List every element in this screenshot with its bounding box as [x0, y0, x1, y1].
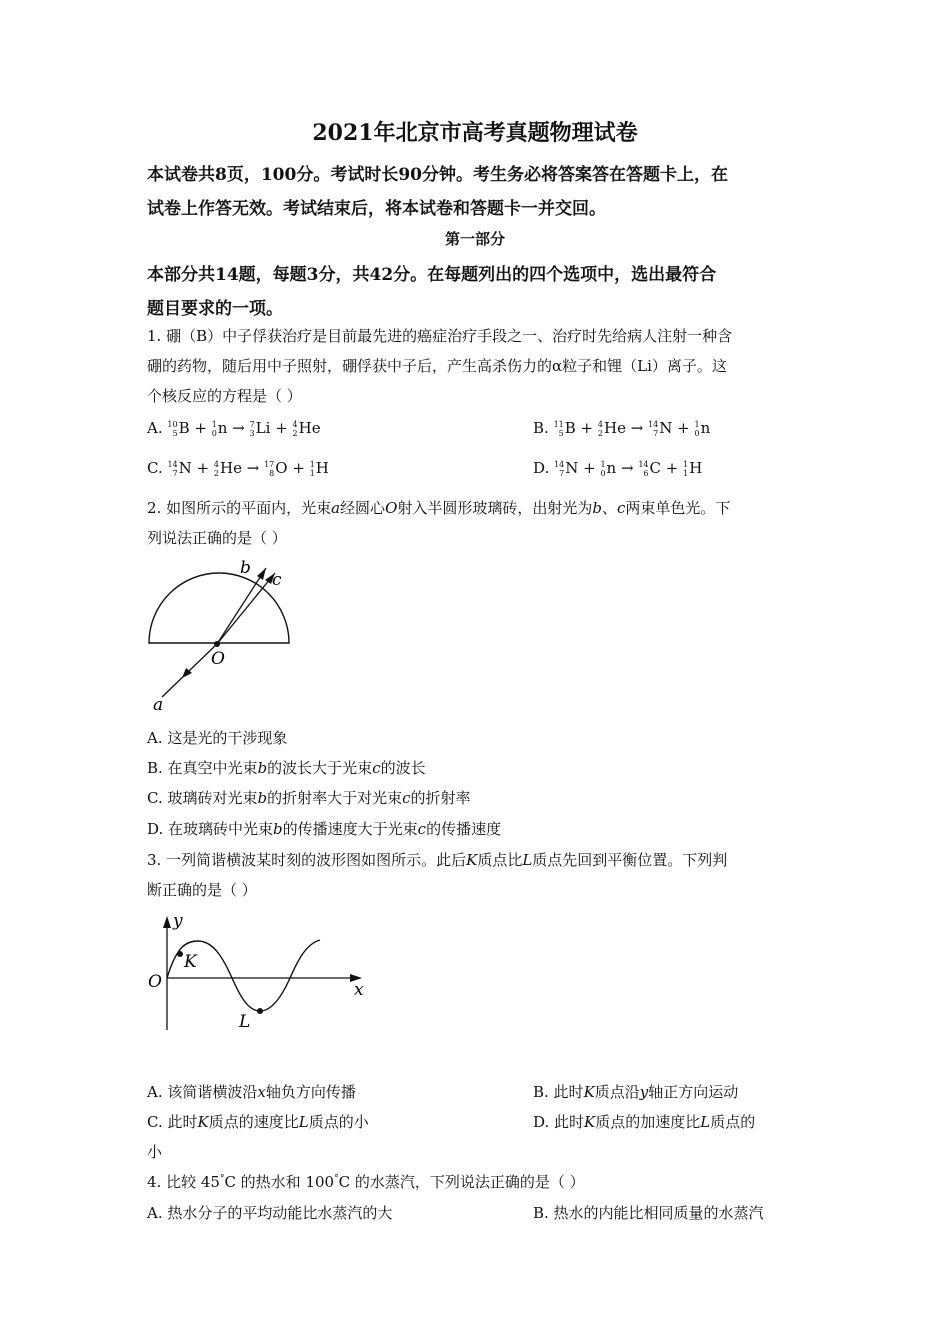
degree-symbol: °	[219, 1174, 225, 1184]
mass-number: 14	[167, 460, 178, 469]
element-symbol: n	[700, 419, 711, 437]
q3b-text: 轴正方向运动	[648, 1083, 739, 1101]
q3c-text: 质点的速度比	[208, 1113, 299, 1131]
y-axis-arrow	[163, 916, 171, 928]
isotope-numbers	[293, 420, 298, 438]
mass-number: 1	[600, 460, 606, 469]
q2-option-a[interactable]: A. 这是光的干涉现象	[147, 729, 288, 747]
reaction-arrow: →	[241, 459, 265, 477]
q3-option-b[interactable]	[533, 1081, 738, 1102]
atomic-number: 5	[558, 429, 564, 438]
q3-text: 3. 一列简谐横波某时刻的波形图如图所示。此后	[147, 851, 467, 869]
mass-number: 11	[553, 420, 564, 429]
element-symbol: B	[178, 419, 190, 437]
q2b-var-b: b	[257, 759, 268, 777]
q2-option-c[interactable]	[147, 787, 471, 808]
q4-text: C 的热水和 100	[224, 1173, 335, 1191]
element-symbol: He	[220, 459, 242, 477]
plus-sign: +	[578, 459, 601, 477]
element-symbol: He	[298, 419, 321, 437]
q2c-var-b: b	[257, 789, 268, 807]
q3c-text: C. 此时	[147, 1113, 198, 1131]
q2b-text: B. 在真空中光束	[147, 759, 258, 777]
ray-b	[217, 568, 266, 644]
q3d-text: 质点的加速度比	[595, 1113, 701, 1131]
mass-number: 1	[211, 420, 217, 429]
atomic-number: 2	[213, 469, 219, 478]
plus-sign: +	[191, 459, 214, 477]
isotope-numbers	[648, 420, 658, 438]
q3-text: 质点先回到平衡位置。下列判	[532, 851, 728, 869]
mass-number: 4	[292, 420, 298, 429]
point-l	[257, 1008, 263, 1014]
atomic-number: 3	[249, 429, 255, 438]
element-symbol: H	[689, 459, 703, 477]
q2d-var-c: c	[417, 820, 427, 838]
q2c-var-c: c	[402, 789, 411, 807]
product-1	[648, 419, 672, 438]
isotope-numbers	[167, 420, 177, 438]
q3-line-1	[147, 849, 727, 870]
reactant-2	[598, 419, 626, 438]
q3-option-a[interactable]	[147, 1081, 356, 1102]
product-2	[694, 419, 710, 438]
plus-sign: +	[189, 419, 212, 437]
q3c-var-l: L	[298, 1113, 309, 1131]
q2c-text: 的折射率	[410, 789, 471, 807]
atomic-number: 6	[643, 469, 649, 478]
atomic-number: 0	[211, 429, 217, 438]
plus-sign: +	[287, 459, 310, 477]
reactant-2	[214, 459, 242, 478]
atomic-number: 0	[694, 429, 700, 438]
reactant-2	[600, 459, 616, 478]
isotope-numbers	[250, 420, 255, 438]
q2-text: 射入半圆形玻璃砖，出射光为	[397, 499, 593, 517]
mass-number: 7	[249, 420, 255, 429]
q4-text: 4. 比较 45	[147, 1173, 220, 1191]
atomic-number: 1	[683, 469, 689, 478]
q2d-text: 的传播速度	[426, 820, 502, 838]
isotope-numbers	[600, 460, 605, 478]
element-symbol: N	[565, 459, 579, 477]
q1-line-2: 硼的药物，随后用中子照射，硼俘获中子后，产生高杀伤力的α粒子和锂（Li）离子。这	[147, 357, 727, 375]
element-symbol: N	[659, 419, 673, 437]
label-o: O	[148, 972, 162, 992]
q3d-text: 质点的	[710, 1113, 756, 1131]
q2-text: 2. 如图所示的平面内，光束	[147, 499, 332, 517]
option-label: D.	[533, 459, 555, 477]
q2-option-b[interactable]	[147, 757, 426, 778]
element-symbol: O	[275, 459, 288, 477]
q3a-var-x: x	[257, 1083, 266, 1101]
reactant-1	[167, 459, 191, 478]
reaction-arrow: →	[625, 419, 649, 437]
q1-option-b[interactable]	[533, 419, 710, 438]
product-1	[638, 459, 661, 478]
atomic-number: 7	[172, 469, 178, 478]
mass-number: 10	[167, 420, 178, 429]
point-k	[177, 951, 183, 957]
mass-number: 1	[694, 420, 700, 429]
label-c: c	[272, 570, 282, 590]
reaction-arrow: →	[616, 459, 639, 477]
isotope-numbers	[638, 460, 648, 478]
isotope-numbers	[214, 460, 219, 478]
element-symbol: Li	[255, 419, 271, 437]
q3-text: 质点比	[477, 851, 523, 869]
q1-option-c[interactable]	[147, 459, 329, 478]
q2-text: 两束单色光。下	[625, 499, 731, 517]
plus-sign: +	[672, 419, 695, 437]
atomic-number: 2	[292, 429, 298, 438]
product-2	[310, 459, 329, 478]
q2d-text: D. 在玻璃砖中光束	[147, 820, 274, 838]
page-title: 2021年北京市高考真题物理试卷	[312, 120, 638, 146]
q1-option-a[interactable]	[147, 419, 321, 438]
wave-curve	[167, 940, 320, 1011]
q3b-text: B. 此时	[533, 1083, 584, 1101]
mass-number: 1	[683, 460, 689, 469]
q2c-text: 的折射率大于对光束	[267, 789, 403, 807]
mass-number: 14	[554, 460, 565, 469]
q2-line-1	[147, 497, 730, 518]
q2-var-c: c	[617, 499, 626, 517]
product-1	[250, 419, 271, 438]
option-label: A.	[147, 419, 168, 437]
reaction-arrow: →	[227, 419, 250, 437]
isotope-numbers	[554, 420, 564, 438]
intro-line-2: 试卷上作答无效。考试结束后，将本试卷和答题卡一并交回。	[147, 199, 606, 219]
q3c-var-k: K	[197, 1113, 209, 1131]
plus-sign: +	[661, 459, 684, 477]
q2d-text: 的传播速度大于光束	[282, 820, 418, 838]
q4-option-a[interactable]: A. 热水分子的平均动能比水蒸汽的大	[147, 1204, 393, 1222]
atomic-number: 2	[597, 429, 603, 438]
q3b-var-y: y	[639, 1083, 649, 1101]
element-symbol: N	[178, 459, 192, 477]
q2c-text: C. 玻璃砖对光束	[147, 789, 258, 807]
q2-text: 经圆心	[340, 499, 386, 517]
q2b-text: 的波长	[380, 759, 426, 777]
q4-option-b[interactable]: B. 热水的内能比相同质量的水蒸汽	[533, 1204, 764, 1222]
q3-var-k: K	[466, 851, 478, 869]
label-b: b	[240, 558, 251, 578]
mass-number: 17	[264, 460, 275, 469]
element-symbol: n	[217, 419, 228, 437]
q1-line-1: 1. 硼（B）中子俘获治疗是目前最先进的癌症治疗手段之一、治疗时先给病人注射一种含	[147, 327, 733, 345]
part-heading: 第一部分	[444, 230, 505, 248]
intro-line-1: 本试卷共8页，100分。考试时长90分钟。考生务必将答案答在答题卡上，在	[147, 165, 728, 185]
q4-text: C 的水蒸汽，下列说法正确的是（ ）	[338, 1173, 585, 1191]
atomic-number: 0	[600, 469, 606, 478]
mass-number: 1	[309, 460, 315, 469]
q2-var-o: O	[385, 499, 398, 517]
q3-line-2: 断正确的是（ ）	[147, 881, 257, 899]
q3b-text: 质点沿	[594, 1083, 640, 1101]
q3c-text: 质点的小	[308, 1113, 369, 1131]
reactant-1	[554, 459, 578, 478]
isotope-numbers	[167, 460, 177, 478]
q3d-text: D. 此时	[533, 1113, 585, 1131]
isotope-numbers	[310, 460, 315, 478]
q2-option-d[interactable]	[147, 818, 501, 839]
mass-number: 4	[597, 420, 603, 429]
isotope-numbers	[264, 460, 274, 478]
atomic-number: 7	[653, 429, 659, 438]
element-symbol: He	[603, 419, 626, 437]
q3-var-l: L	[522, 851, 533, 869]
q3a-text: A. 该简谐横波沿	[147, 1083, 258, 1101]
reactant-1	[167, 419, 189, 438]
product-1	[264, 459, 288, 478]
mass-number: 4	[213, 460, 219, 469]
q2-semicircle-figure	[140, 555, 310, 720]
element-symbol: n	[606, 459, 617, 477]
q3d-var-k: K	[584, 1113, 596, 1131]
plus-sign: +	[575, 419, 598, 437]
ray-b-arrow	[257, 568, 266, 580]
ray-a	[162, 644, 217, 697]
isotope-numbers	[554, 460, 564, 478]
q2b-text: 的波长大于光束	[267, 759, 373, 777]
atomic-number: 1	[309, 469, 315, 478]
q2b-var-c: c	[372, 759, 381, 777]
label-y: y	[173, 911, 183, 931]
q2d-var-b: b	[273, 820, 283, 838]
mass-number: 14	[648, 420, 659, 429]
label-x: x	[354, 980, 364, 1000]
ray-c	[217, 573, 275, 644]
degree-symbol: °	[334, 1174, 339, 1184]
q1-line-3: 个核反应的方程是（ ）	[147, 387, 302, 405]
q2-text: 、	[602, 499, 618, 517]
part-desc-1: 本部分共14题，每题3分，共42分。在每题列出的四个选项中，选出最符合	[147, 265, 717, 285]
isotope-numbers	[683, 460, 688, 478]
reactant-1	[554, 419, 576, 438]
mass-number: 14	[638, 460, 649, 469]
part-desc-2: 题目要求的一项。	[147, 299, 283, 319]
atomic-number: 5	[172, 429, 178, 438]
q4-line-1	[147, 1171, 585, 1192]
q3a-text: 轴负方向传播	[265, 1083, 356, 1101]
q2-var-a: a	[331, 499, 341, 517]
q2-var-b: b	[592, 499, 602, 517]
isotope-numbers	[598, 420, 603, 438]
label-a: a	[153, 695, 164, 715]
label-l: L	[239, 1012, 251, 1032]
plus-sign: +	[270, 419, 293, 437]
center-point	[214, 641, 220, 647]
label-k: K	[184, 952, 197, 972]
q2-line-2: 列说法正确的是（ ）	[147, 529, 287, 547]
isotope-numbers	[212, 420, 217, 438]
product-2	[683, 459, 702, 478]
q3-option-d[interactable]	[533, 1111, 755, 1132]
product-2	[293, 419, 321, 438]
q3-option-c-wrap: 小	[147, 1143, 163, 1161]
q3-wave-figure	[140, 908, 380, 1038]
option-label: B.	[533, 419, 554, 437]
option-label: C.	[147, 459, 168, 477]
atomic-number: 7	[559, 469, 565, 478]
element-symbol: H	[315, 459, 329, 477]
q3-option-c[interactable]	[147, 1111, 369, 1132]
semicircle-glass	[149, 573, 289, 643]
element-symbol: C	[649, 459, 661, 477]
q1-option-d[interactable]	[533, 459, 702, 478]
element-symbol: B	[564, 419, 576, 437]
atomic-number: 8	[269, 469, 275, 478]
isotope-numbers	[694, 420, 699, 438]
reactant-2	[212, 419, 228, 438]
q3d-var-l: L	[700, 1113, 711, 1131]
q3b-var-k: K	[583, 1083, 595, 1101]
label-o: O	[211, 649, 225, 669]
